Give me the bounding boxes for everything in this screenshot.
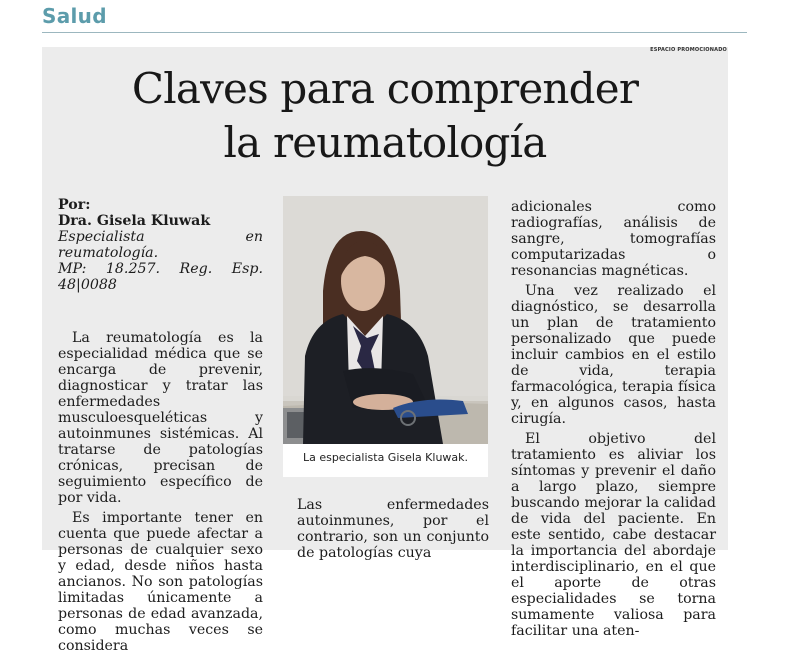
photo-caption: La especialista Gisela Kluwak. (302, 451, 469, 464)
article-column-3 (511, 199, 716, 643)
headline-line-1: Claves para comprender (131, 64, 639, 113)
promo-label: ESPACIO PROMOCIONADO (650, 47, 727, 53)
article-headline (42, 62, 728, 170)
article-column-1 (58, 197, 263, 658)
author-registration: MP: 18.257. Reg. Esp. 48|0088 (58, 261, 263, 293)
column-2-paragraph-1: Las enfermedades autoinmunes, por el contrario, son un conjunto de patologías cuya (297, 497, 489, 561)
byline-by: Por: (58, 197, 91, 213)
column-3-paragraph-0: adicionales como radiografías, análisis de sangre, tomografías computarizadas o resonancias magnéticas. (511, 199, 716, 279)
section-divider (42, 32, 747, 33)
author-name: Dra. Gisela Kluwak (58, 213, 211, 229)
author-title: Especialista en reumatología. (58, 229, 263, 261)
section-label: Salud (42, 4, 107, 28)
doctor-photo (283, 196, 488, 444)
article-column-2 (297, 497, 489, 565)
headline-line-2: la reumatología (223, 118, 547, 167)
column-3-paragraph-1: Una vez realizado el diagnóstico, se desarrolla un plan de tratamiento personalizado que puede incluir cambios en el estilo de vida, terapia farmacológica, terapia física y, en algunos casos, hasta cirugía. (511, 283, 716, 427)
photo-figure (283, 196, 488, 477)
column-1-paragraph-2: Es importante tener en cuenta que puede afectar a personas de cualquier sexo y edad, desde niños hasta ancianos. No son patologías limitadas únicamente a personas de edad avanzada, como muchas veces se considera (58, 510, 263, 654)
column-3-paragraph-2: El objetivo del tratamiento es aliviar los síntomas y prevenir el daño a largo plazo, siempre buscando mejorar la calidad de vida del paciente. En este sentido, cabe destacar la importancia del abordaje interdisciplinario, en el que el aporte de otras especialidades se torna sumamente valiosa para facilitar una aten- (511, 431, 716, 639)
byline (58, 197, 263, 293)
column-1-paragraph-1: La reumatología es la especialidad médica que se encarga de prevenir, diagnosticar y tratar las enfermedades musculoesqueléticas y autoinmunes sistémicas. Al tratarse de patologías crónicas, precisan de seguimiento específico de por vida. (58, 330, 263, 506)
